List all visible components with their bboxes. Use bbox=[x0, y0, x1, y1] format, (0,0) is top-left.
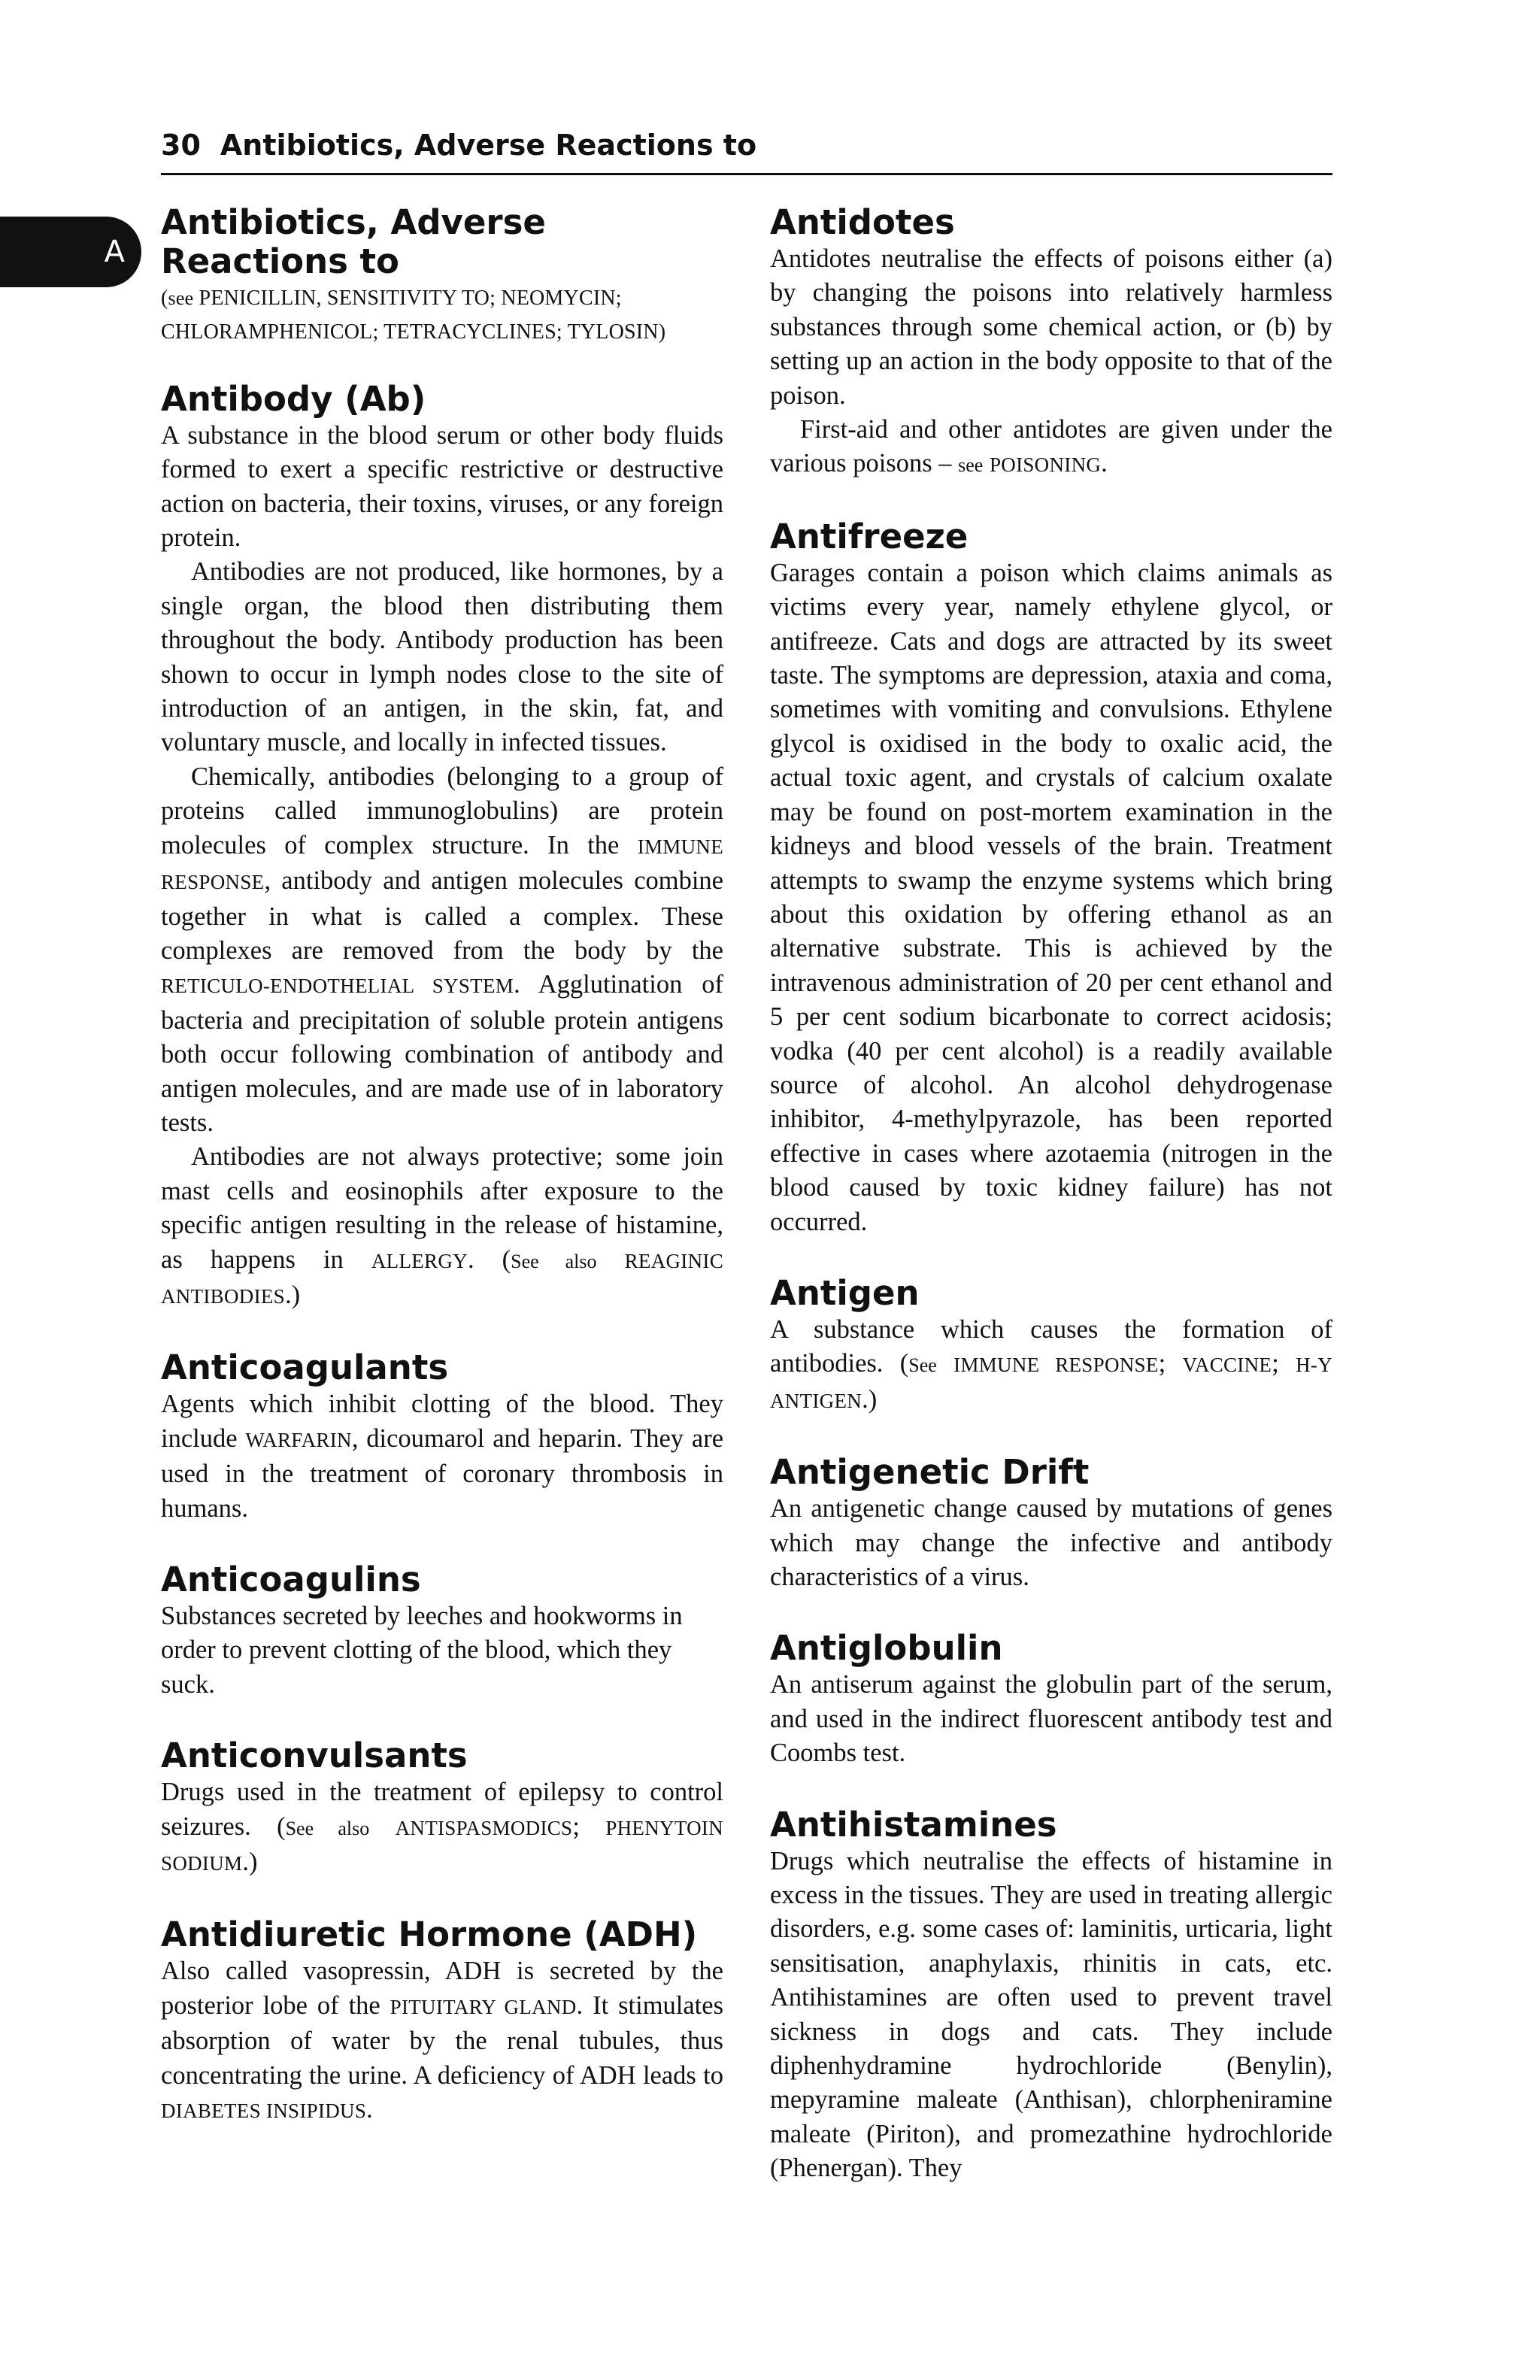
entry-antihistamines bbox=[770, 1805, 1332, 2186]
entry-title: Antibody (Ab) bbox=[161, 378, 426, 419]
entry-title: Anticoagulins bbox=[161, 1560, 421, 1599]
xref-immune-response[interactable]: IMMUNE RESPONSE bbox=[161, 835, 723, 894]
right-column bbox=[770, 203, 1332, 2221]
xref-tetracyclines[interactable]: TETRACYCLINES bbox=[383, 320, 556, 344]
entry-body: Chemically, antibodies (belonging to a group of proteins called immunoglobulins) are protein molecules of complex structure. In the IMMUNE RESPONSE, antibody and antigen molecules combine together in what is called a complex. These complexes are removed from the body by the RETICULO-ENDOTHELIAL SYSTEM. Agglutination of bacteria and precipitation of soluble protein antigens both occur following combination of antibody and antigen molecules, and are made use of in laboratory tests. bbox=[161, 762, 723, 1137]
xref-antispasmodics[interactable]: ANTISPASMODICS bbox=[395, 1816, 573, 1839]
entry-body: A substance which causes the formation of antibodies. (See IMMUNE RESPONSE; VACCINE; H-Y ANTIGEN.) bbox=[770, 1314, 1333, 1414]
entry-title: Antibiotics, Adverse Reactions to bbox=[161, 202, 546, 281]
xref-diabetes-insipidus[interactable]: DIABETES INSIPIDUS bbox=[161, 2100, 367, 2123]
entry-body: Antibodies are not always protective; some join mast cells and eosinophils after exposure to the specific antigen resulting in the release of histamine, as happens in ALLERGY. (See also REAGINIC ANTIBODIES.) bbox=[161, 1142, 723, 1309]
entry-body: Substances secreted by leeches and hookworms in order to prevent clotting of the blood, which they suck. bbox=[161, 1602, 683, 1699]
page-number: 30 bbox=[161, 129, 201, 162]
entry-antidiuretic-hormone bbox=[161, 1915, 723, 2128]
running-title: Antibiotics, Adverse Reactions to bbox=[220, 129, 757, 162]
entry-title: Antihistamines bbox=[770, 1804, 1057, 1845]
xref-vaccine[interactable]: VACCINE bbox=[1182, 1354, 1272, 1377]
xref-pituitary-gland[interactable]: PITUITARY GLAND bbox=[390, 1995, 577, 2018]
entry-title: Antigenetic Drift bbox=[770, 1452, 1090, 1493]
xref-immune-response[interactable]: IMMUNE RESPONSE bbox=[953, 1354, 1159, 1377]
entry-anticoagulins bbox=[161, 1560, 723, 1702]
xref-warfarin[interactable]: WARFARIN bbox=[245, 1428, 352, 1451]
running-header bbox=[161, 125, 1332, 165]
header-rule bbox=[161, 173, 1332, 175]
xref-allergy[interactable]: ALLERGY bbox=[371, 1249, 468, 1272]
entry-body: Agents which inhibit clotting of the blood. They include WARFARIN, dicoumarol and heparin. They are used in the treatment of coronary thrombosis in humans. bbox=[161, 1390, 724, 1523]
section-tab: A bbox=[0, 217, 141, 287]
cross-references: (see PENICILLIN, SENSITIVITY TO; NEOMYCIN; CHLORAMPHENICOL; TETRACYCLINES; TYLOSIN) bbox=[161, 287, 666, 344]
entry-body: Garages contain a poison which claims animals as victims every year, namely ethylene glycol, or antifreeze. Cats and dogs are attracted by its sweet taste. The symptoms are depression, ataxia and coma, sometimes with vomiting and convulsions. Ethylene glycol is oxidised in the body to oxalic acid, the actual toxic agent, and crystals of calcium oxalate may be found on post-mortem examination in the kidneys and blood vessels of the brain. Treatment attempts to swamp the enzyme systems which bring about this oxidation by offering ethanol as an alternative substrate. This is achieved by the intravenous administration of 20 per cent ethanol and 5 per cent sodium bicarbonate to correct acidosis; vodka (40 per cent alcohol) is a readily available source of alcohol. An alcohol dehydrogenase inhibitor, 4-methylpyrazole, has been reported effective in cases where azotaemia (nitrogen in the blood caused by toxic kidney failure) has not occurred. bbox=[770, 558, 1332, 1236]
entry-antigenetic-drift bbox=[770, 1453, 1332, 1594]
entry-title: Antiglobulin bbox=[770, 1628, 1003, 1669]
entry-body: Antibodies are not produced, like hormones, by a single organ, the blood then distributing them throughout the body. Antibody production has been shown to occur in lymph nodes close to the site of introduction of an antigen, in the skin, fat, and voluntary muscle, and locally in infected tissues. bbox=[161, 557, 723, 757]
xref-penicillin[interactable]: PENICILLIN, SENSITIVITY TO bbox=[199, 287, 490, 310]
xref-reaginic-antibodies[interactable]: REAGINIC ANTIBODIES bbox=[161, 1249, 723, 1308]
entry-title: Anticoagulants bbox=[161, 1348, 449, 1388]
entry-body: A substance in the blood serum or other body fluids formed to exert a specific restrictive or destructive action on bacteria, their toxins, viruses, or any foreign protein. bbox=[161, 420, 723, 553]
entry-title: Anticonvulsants bbox=[161, 1736, 468, 1776]
xref-chloramphenicol[interactable]: CHLORAMPHENICOL bbox=[161, 320, 373, 344]
xref-phenytoin-sodium[interactable]: PHENYTOIN SODIUM bbox=[161, 1816, 724, 1875]
xref-poisoning[interactable]: POISONING bbox=[989, 453, 1102, 477]
entry-body: Also called vasopressin, ADH is secreted by the posterior lobe of the PITUITARY GLAND. It stimulates absorption of water by the renal tubules, thus concentrating the urine. A deficiency of ADH leads to DIABETES INSIPIDUS. bbox=[161, 1957, 724, 2124]
xref-tylosin[interactable]: TYLOSIN bbox=[567, 320, 659, 344]
entry-body: An antigenetic change caused by mutations of genes which may change the infective and antibody characteristics of a virus. bbox=[770, 1494, 1332, 1591]
entry-anticoagulants bbox=[161, 1348, 723, 1526]
xref-reticulo-endothelial-system[interactable]: RETICULO-ENDOTHELIAL SYSTEM bbox=[161, 975, 514, 998]
entry-antibiotics-adverse-reactions bbox=[161, 203, 723, 350]
entry-body: First-aid and other antidotes are given under the various poisons – see POISONING. bbox=[770, 415, 1332, 478]
left-column bbox=[161, 203, 723, 2163]
entry-title: Antidiuretic Hormone (ADH) bbox=[161, 1915, 698, 1955]
entry-anticonvulsants bbox=[161, 1736, 723, 1881]
entry-body: Antidotes neutralise the effects of poisons either (a) by changing the poisons into relatively harmless substances through some chemical action, or (b) by setting up an action in the body opposite to that of the poison. bbox=[770, 244, 1332, 410]
entry-body: Drugs which neutralise the effects of histamine in excess in the tissues. They are used in treating allergic disorders, e.g. some cases of: laminitis, urticaria, light sensitisation, anaphylaxis, rhinitis in cats, etc. Antihistamines are often used to prevent travel sickness in dogs and cats. They include diphenhydramine hydrochloride (Benylin), mepyramine maleate (Anthisan), chlorpheniramine maleate (Piriton), and promezathine hydrochloride (Phenergan). They bbox=[770, 1846, 1332, 2183]
xref-h-y-antigen[interactable]: H-Y ANTIGEN bbox=[770, 1354, 1333, 1412]
entry-body: An antiserum against the globulin part of the serum, and used in the indirect fluorescent antibody test and Coombs test. bbox=[770, 1670, 1332, 1768]
entry-title: Antigen bbox=[770, 1272, 920, 1313]
xref-neomycin[interactable]: NEOMYCIN bbox=[501, 287, 616, 310]
entry-antidotes bbox=[770, 203, 1332, 483]
entry-antigen bbox=[770, 1274, 1332, 1418]
entry-body: Drugs used in the treatment of epilepsy to control seizures. (See also ANTISPASMODICS; PHENYTOIN SODIUM.) bbox=[161, 1778, 724, 1877]
entry-title: Antidotes bbox=[770, 202, 955, 242]
entry-antifreeze bbox=[770, 517, 1332, 1239]
entry-antibody bbox=[161, 380, 723, 1314]
entry-title: Antifreeze bbox=[770, 516, 969, 556]
entry-antiglobulin bbox=[770, 1629, 1332, 1770]
